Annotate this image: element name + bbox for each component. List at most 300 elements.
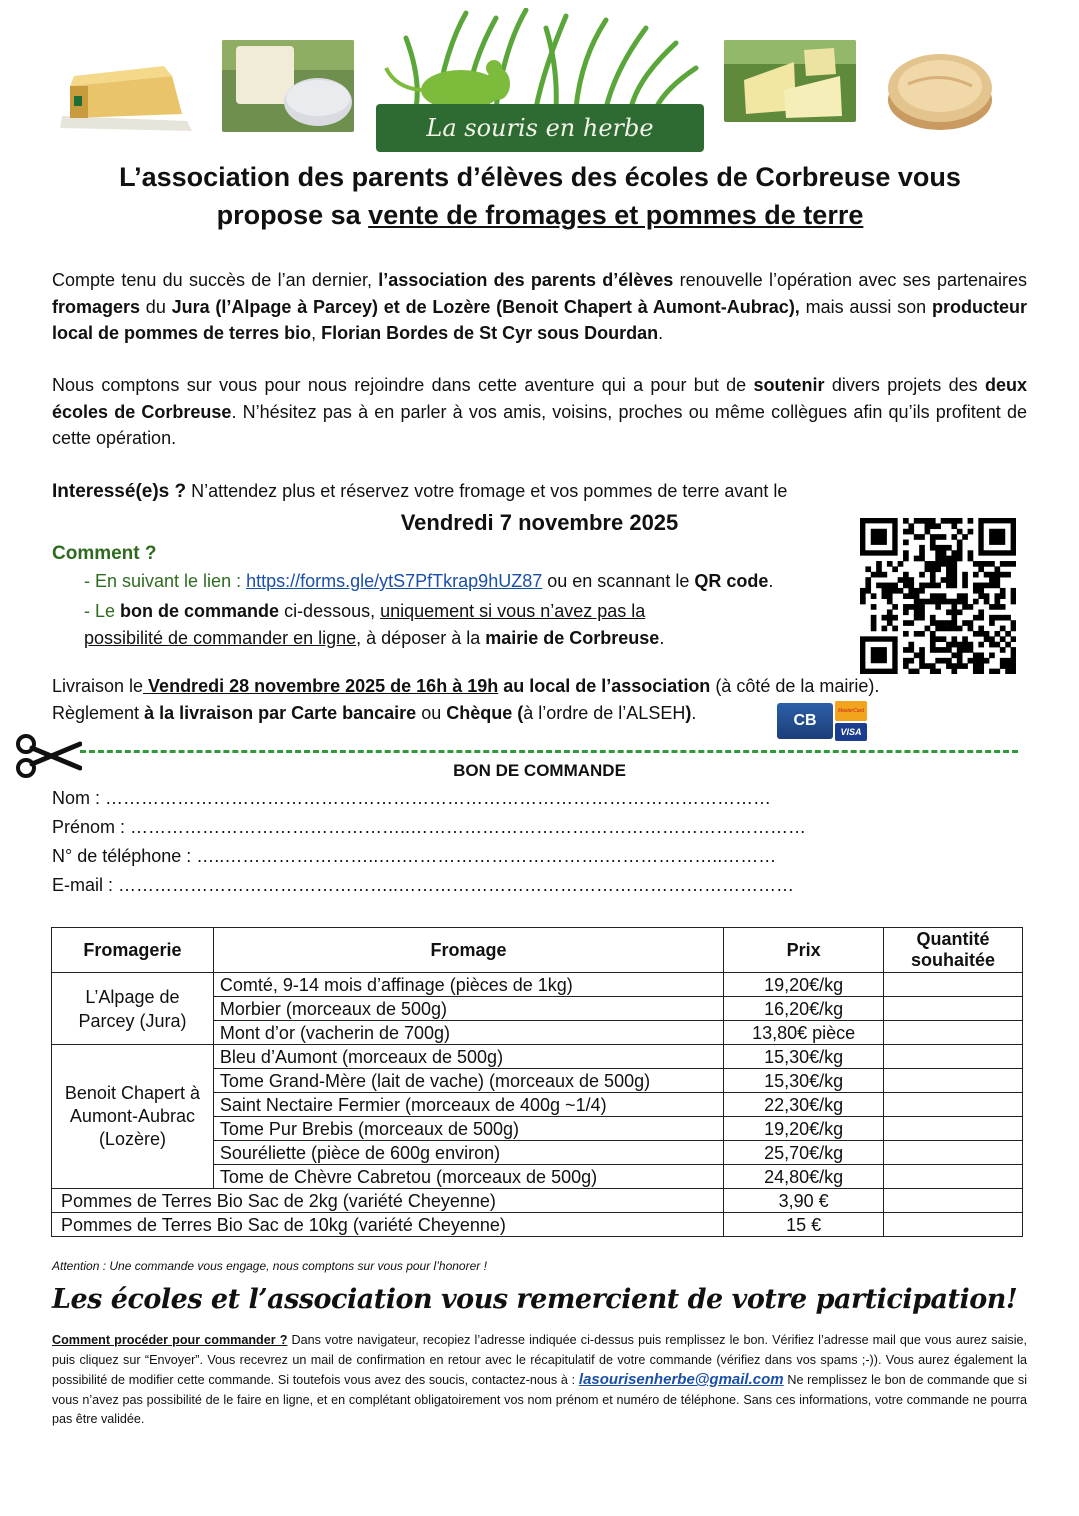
qr-module xyxy=(994,583,1000,589)
qr-module xyxy=(919,599,925,605)
qr-module xyxy=(1011,669,1016,674)
qr-module xyxy=(951,642,957,648)
howto-paragraph xyxy=(52,1331,1027,1430)
qr-module xyxy=(941,534,947,540)
intro-bold: fromagers xyxy=(52,296,141,317)
qr-module xyxy=(946,556,952,562)
qr-module xyxy=(892,626,898,632)
qr-module xyxy=(978,658,984,664)
qr-module xyxy=(946,658,952,664)
quantity-cell[interactable] xyxy=(884,1021,1023,1045)
qr-module xyxy=(908,658,914,664)
qr-module xyxy=(935,620,941,626)
qr-module xyxy=(962,593,968,599)
qr-module xyxy=(887,599,893,605)
qr-module xyxy=(946,626,952,632)
qr-module xyxy=(962,663,968,669)
qr-module xyxy=(973,561,979,567)
order-table xyxy=(51,927,1023,1237)
table-row xyxy=(52,1189,1023,1213)
qr-module xyxy=(994,615,1000,621)
qr-module xyxy=(1011,652,1016,658)
qr-module xyxy=(935,604,941,610)
qr-module xyxy=(973,658,979,664)
qr-module xyxy=(951,550,957,556)
title-line2-underlined: vente de fromages et pommes de terre xyxy=(368,200,864,230)
interest-line xyxy=(52,481,787,503)
product-name: Morbier (morceaux de 500g) xyxy=(213,997,723,1021)
header-fromagerie: Fromagerie xyxy=(52,928,214,973)
qr-module xyxy=(957,545,963,551)
qr-module xyxy=(930,669,936,674)
howto-heading: Comment procéder pour commander ? xyxy=(52,1333,288,1347)
intro-text: divers projets des xyxy=(824,375,985,395)
round-cheese-photo xyxy=(222,40,354,132)
qr-module xyxy=(865,577,871,583)
logo xyxy=(376,8,704,152)
how-text: - Le xyxy=(84,601,121,621)
qr-module xyxy=(919,615,925,621)
qr-module xyxy=(898,577,904,583)
qr-module xyxy=(903,620,909,626)
intro-text: mais aussi son xyxy=(799,296,932,317)
qr-module xyxy=(946,566,952,572)
table-header-row xyxy=(52,928,1023,973)
title-line2-prefix: propose sa xyxy=(216,200,369,230)
qr-module xyxy=(973,615,979,621)
intro-text: . xyxy=(658,323,664,343)
qr-module xyxy=(935,556,941,562)
payment-bold: à la livraison par Carte bancaire xyxy=(144,703,417,723)
qr-code-icon[interactable] xyxy=(860,518,1016,674)
qr-module xyxy=(919,588,925,594)
qr-module xyxy=(860,588,866,594)
qr-module xyxy=(914,609,920,615)
logo-text: La souris en herbe xyxy=(376,104,704,152)
delivery-date: Vendredi 28 novembre 2025 de 16h à 19h xyxy=(143,676,499,696)
qr-module xyxy=(973,599,979,605)
interest-bold: Interessé(e)s ? xyxy=(52,481,187,502)
qr-module xyxy=(871,626,877,632)
qr-module xyxy=(935,658,941,664)
qr-module xyxy=(957,663,963,669)
qr-module xyxy=(908,642,914,648)
qr-module xyxy=(903,647,909,653)
qr-module xyxy=(930,615,936,621)
qr-module xyxy=(892,604,898,610)
qr-module xyxy=(1011,620,1016,626)
qr-module xyxy=(1000,588,1006,594)
qr-module xyxy=(919,604,925,610)
qr-module xyxy=(919,550,925,556)
visa-label: VISA xyxy=(835,723,867,741)
product-price: 19,20€/kg xyxy=(724,973,884,997)
qr-module xyxy=(951,572,957,578)
qr-module xyxy=(951,615,957,621)
quantity-cell[interactable] xyxy=(884,1045,1023,1069)
qr-module xyxy=(930,566,936,572)
form-link[interactable]: https://forms.gle/ytS7PfTkrap9hUZ87 xyxy=(246,571,543,591)
qr-module xyxy=(973,652,979,658)
interest-text: N’attendez plus et réservez votre fromage et vos pommes de terre avant le xyxy=(186,481,788,501)
qr-module xyxy=(903,583,909,589)
qr-module xyxy=(919,652,925,658)
qr-module xyxy=(919,556,925,562)
qr-module xyxy=(994,566,1000,572)
quantity-cell[interactable] xyxy=(884,1117,1023,1141)
qr-module xyxy=(978,663,984,669)
product-name: Bleu d’Aumont (morceaux de 500g) xyxy=(213,1045,723,1069)
qr-module xyxy=(914,669,920,674)
qr-module xyxy=(951,583,957,589)
qr-module xyxy=(919,583,925,589)
how-underlined: uniquement si vous n’avez pas la xyxy=(380,601,646,621)
comte-cheese-photo xyxy=(52,36,200,132)
payment-line xyxy=(52,703,696,724)
qr-module xyxy=(941,636,947,642)
qr-module xyxy=(941,518,947,524)
header-prix: Prix xyxy=(724,928,884,973)
qr-module xyxy=(968,642,974,648)
qr-module xyxy=(898,588,904,594)
qr-module xyxy=(919,545,925,551)
qr-module xyxy=(925,561,931,567)
intro-text: . N’hésitez pas à en parler à vos amis, voisins, proches ou même collègues afin qu’ils profitent de cette opération. xyxy=(52,401,1028,448)
qr-module xyxy=(908,588,914,594)
product-price: 15,30€/kg xyxy=(724,1045,884,1069)
qr-module xyxy=(887,615,893,621)
qr-module xyxy=(951,669,957,674)
qr-module xyxy=(957,647,963,653)
prenom-field[interactable]: Prénom : ………………………………………..………………………………………………………… xyxy=(52,817,807,837)
how-bold: QR code xyxy=(694,571,769,591)
qr-module xyxy=(962,642,968,648)
qr-module xyxy=(882,588,888,594)
qr-module xyxy=(984,572,990,578)
qr-module xyxy=(941,550,947,556)
table-row xyxy=(52,973,1023,997)
quantity-cell[interactable] xyxy=(884,1165,1023,1189)
qr-module xyxy=(935,545,941,551)
how-heading: Comment ? xyxy=(52,543,157,564)
payment-bold: ) xyxy=(685,703,692,723)
qr-module xyxy=(1011,663,1016,669)
qr-module xyxy=(1005,642,1011,648)
product-name: Pommes de Terres Bio Sac de 10kg (variété Cheyenne) xyxy=(52,1213,724,1237)
contact-email-link[interactable]: lasourisenherbe@gmail.com xyxy=(578,1371,784,1388)
qr-module xyxy=(925,626,931,632)
qr-module xyxy=(1000,615,1006,621)
qr-module xyxy=(903,529,909,535)
qr-module xyxy=(930,572,936,578)
table-row xyxy=(52,1213,1023,1237)
qr-module xyxy=(919,572,925,578)
qr-module xyxy=(935,599,941,605)
qr-module xyxy=(914,604,920,610)
qr-module xyxy=(914,534,920,540)
title-line1: L’association des parents d’élèves des écoles de Corbreuse vous xyxy=(119,162,961,192)
page-title xyxy=(40,158,1040,234)
qr-module xyxy=(962,636,968,642)
intro-paragraph-1 xyxy=(52,267,1027,347)
qr-module xyxy=(994,599,1000,605)
qr-module xyxy=(962,604,968,610)
qr-module xyxy=(946,583,952,589)
qr-module xyxy=(989,652,995,658)
qr-module xyxy=(968,620,974,626)
qr-module xyxy=(1000,636,1006,642)
qr-module xyxy=(930,523,936,529)
qr-module xyxy=(925,583,931,589)
thanks-heading: Les écoles et l’association vous remercient de votre participation! xyxy=(52,1284,1018,1315)
qr-module xyxy=(968,604,974,610)
qr-module xyxy=(978,615,984,621)
qr-module xyxy=(984,631,990,637)
qr-module xyxy=(887,593,893,599)
qr-module xyxy=(865,583,871,589)
qr-module xyxy=(903,550,909,556)
qr-module xyxy=(871,615,877,621)
qr-module xyxy=(919,631,925,637)
qr-module xyxy=(957,593,963,599)
qr-module xyxy=(951,626,957,632)
qr-module xyxy=(978,626,984,632)
qr-module xyxy=(892,588,898,594)
qr-module xyxy=(994,572,1000,578)
quantity-cell[interactable] xyxy=(884,1213,1023,1237)
qr-module xyxy=(973,631,979,637)
qr-module xyxy=(887,620,893,626)
cut-line xyxy=(80,750,1018,753)
qr-module xyxy=(935,626,941,632)
qr-module xyxy=(978,583,984,589)
email-field[interactable]: E-mail : ………………………………………..………………………………………………………… xyxy=(52,875,795,895)
qr-module xyxy=(994,631,1000,637)
qr-module xyxy=(941,577,947,583)
qr-module xyxy=(914,556,920,562)
qr-module xyxy=(946,572,952,578)
qr-module xyxy=(994,593,1000,599)
delivery-text: (à côté de la mairie). xyxy=(710,676,880,696)
qr-module xyxy=(871,647,887,663)
table-row xyxy=(52,1045,1023,1069)
product-name: Tome Pur Brebis (morceaux de 500g) xyxy=(213,1117,723,1141)
qr-module xyxy=(903,663,909,669)
qr-module xyxy=(871,572,877,578)
qr-module xyxy=(1011,636,1016,642)
qr-module xyxy=(930,561,936,567)
qr-module xyxy=(935,566,941,572)
quantity-cell[interactable] xyxy=(884,1093,1023,1117)
product-name: Tome Grand-Mère (lait de vache) (morceaux de 500g) xyxy=(213,1069,723,1093)
intro-paragraph-2 xyxy=(52,372,1027,452)
qr-module xyxy=(957,529,963,535)
nom-field[interactable]: Nom : ………………………………………………………………………………………………… xyxy=(52,788,772,808)
qr-module xyxy=(930,518,936,524)
qr-module xyxy=(871,604,877,610)
qr-module xyxy=(1011,593,1016,599)
intro-text: Nous comptons sur vous pour nous rejoindre dans cette aventure qui a pour but de xyxy=(52,375,754,395)
qr-module xyxy=(989,669,995,674)
telephone-field[interactable]: N° de téléphone : …..……………………..….…………………………….………………..……… xyxy=(52,846,777,866)
qr-module xyxy=(1005,663,1011,669)
qr-module xyxy=(989,642,995,648)
quantity-cell[interactable] xyxy=(884,1141,1023,1165)
qr-module xyxy=(941,620,947,626)
qr-module xyxy=(903,631,909,637)
qr-module xyxy=(962,577,968,583)
qr-module xyxy=(925,518,931,524)
qr-module xyxy=(908,529,914,535)
qr-module xyxy=(860,599,866,605)
qr-module xyxy=(1011,599,1016,605)
intro-bold: producteur local de pommes de terres bio xyxy=(52,296,1027,343)
how-bullet-1 xyxy=(84,571,773,592)
qr-module xyxy=(882,583,888,589)
qr-module xyxy=(876,566,882,572)
howto-text: Dans votre navigateur, recopiez l’adresse indiquée ci-dessus puis remplissez le bon. Vérifiez l’adresse mail que vous aurez saisie, puis cliquez sur “Envoyer”. Vous recevrez un mail de confirmation en retour avec le récapitulatif de votre commande (vérifiez dans vos spams ;-)). Vous aurez également la possibilité de modifier cette commande. Si toutefois vous avez des soucis, contactez-nous à : xyxy=(52,1333,1027,1387)
howto-text: Ne remplissez le bon de commande que si vous n’avez pas possibilité de le faire en ligne, et en complétant obligatoirement vos nom prénom et numéro de téléphone. Sans ces informations, votre commande ne pourra pas être validée. xyxy=(52,1373,1027,1426)
intro-bold: Jura (l’Alpage à Parcey) et de Lozère (Benoit Chapert à Aumont-Aubrac), xyxy=(171,296,800,317)
qr-module xyxy=(951,636,957,642)
qr-module xyxy=(892,615,898,621)
qr-module xyxy=(1000,561,1006,567)
qr-module xyxy=(882,572,888,578)
qr-module xyxy=(941,561,947,567)
qr-module xyxy=(1011,588,1016,594)
qr-module xyxy=(892,566,898,572)
payment-text: à l’ordre de l’ALSEH xyxy=(523,703,686,723)
qr-module xyxy=(930,620,936,626)
qr-module xyxy=(962,647,968,653)
how-bold: bon de commande xyxy=(120,601,280,621)
intro-text: Compte tenu du succès de l’an dernier, xyxy=(52,270,379,290)
delivery-text: Livraison le xyxy=(52,676,144,696)
attention-note: Attention : Une commande vous engage, nous comptons sur vous pour l’honorer ! xyxy=(52,1259,487,1273)
product-name: Pommes de Terres Bio Sac de 2kg (variété Cheyenne) xyxy=(52,1189,724,1213)
qr-module xyxy=(968,550,974,556)
qr-module xyxy=(930,631,936,637)
payment-text: ou xyxy=(416,703,447,723)
how-text: . xyxy=(768,571,774,591)
qr-module xyxy=(903,658,909,664)
qr-module xyxy=(989,583,995,589)
qr-module xyxy=(978,566,984,572)
intro-bold: soutenir xyxy=(753,375,825,395)
qr-module xyxy=(946,647,952,653)
qr-module xyxy=(994,642,1000,648)
qr-module xyxy=(925,523,931,529)
qr-module xyxy=(984,599,990,605)
product-price: 16,20€/kg xyxy=(724,997,884,1021)
qr-module xyxy=(973,588,979,594)
qr-module xyxy=(984,561,990,567)
qr-module xyxy=(1005,631,1011,637)
qr-module xyxy=(1005,561,1011,567)
qr-module xyxy=(903,572,909,578)
product-name: Saint Nectaire Fermier (morceaux de 400g ~1/4) xyxy=(213,1093,723,1117)
product-price: 24,80€/kg xyxy=(724,1165,884,1189)
qr-module xyxy=(941,593,947,599)
qr-module xyxy=(1005,572,1011,578)
qr-module xyxy=(946,609,952,615)
qr-module xyxy=(951,663,957,669)
fromagerie-chapert: Benoit Chapert à Aumont-Aubrac (Lozère) xyxy=(52,1045,214,1189)
qr-module xyxy=(941,647,947,653)
order-form-heading: BON DE COMMANDE xyxy=(453,761,626,780)
qr-module xyxy=(946,561,952,567)
qr-module xyxy=(930,534,936,540)
qr-module xyxy=(946,577,952,583)
qr-module xyxy=(903,604,909,610)
qr-module xyxy=(876,561,882,567)
qr-module xyxy=(968,529,974,535)
qr-module xyxy=(973,583,979,589)
intro-text: , xyxy=(311,323,322,343)
product-price: 25,70€/kg xyxy=(724,1141,884,1165)
qr-module xyxy=(1011,647,1016,653)
mont-dor-cheese-photo xyxy=(884,40,996,136)
qr-module xyxy=(919,663,925,669)
qr-module xyxy=(935,647,941,653)
qr-module xyxy=(978,669,984,674)
qr-module xyxy=(925,566,931,572)
how-underlined: possibilité de commander en ligne xyxy=(84,628,357,648)
grass-mouse-icon xyxy=(376,8,704,108)
quantity-cell[interactable] xyxy=(884,1189,1023,1213)
qr-module xyxy=(930,663,936,669)
qr-module xyxy=(914,518,920,524)
header-fromage: Fromage xyxy=(213,928,723,973)
qr-module xyxy=(1000,593,1006,599)
quantity-cell[interactable] xyxy=(884,973,1023,997)
how-text: , à déposer à la xyxy=(356,628,486,648)
qr-module xyxy=(914,652,920,658)
qr-module xyxy=(989,604,995,610)
qr-module xyxy=(882,626,888,632)
qr-module xyxy=(919,658,925,664)
how-text: ou en scannant le xyxy=(542,571,695,591)
qr-module xyxy=(951,604,957,610)
qr-module xyxy=(951,577,957,583)
qr-module xyxy=(871,593,877,599)
qr-module xyxy=(930,593,936,599)
qr-module xyxy=(978,561,984,567)
qr-module xyxy=(973,669,979,674)
qr-module xyxy=(968,658,974,664)
product-name: Tome de Chèvre Cabretou (morceaux de 500g) xyxy=(213,1165,723,1189)
quantity-cell[interactable] xyxy=(884,997,1023,1021)
qr-module xyxy=(962,620,968,626)
qr-module xyxy=(919,609,925,615)
qr-module xyxy=(935,561,941,567)
qr-module xyxy=(941,556,947,562)
qr-module xyxy=(919,534,925,540)
qr-module xyxy=(951,599,957,605)
quantity-cell[interactable] xyxy=(884,1069,1023,1093)
intro-bold: Florian Bordes de St Cyr sous Dourdan xyxy=(321,323,659,343)
qr-module xyxy=(957,609,963,615)
qr-module xyxy=(994,604,1000,610)
qr-module xyxy=(903,556,909,562)
qr-module xyxy=(989,561,995,567)
qr-module xyxy=(957,626,963,632)
qr-module xyxy=(951,518,957,524)
qr-module xyxy=(973,572,979,578)
qr-module xyxy=(957,599,963,605)
qr-module xyxy=(946,663,952,669)
qr-module xyxy=(962,583,968,589)
